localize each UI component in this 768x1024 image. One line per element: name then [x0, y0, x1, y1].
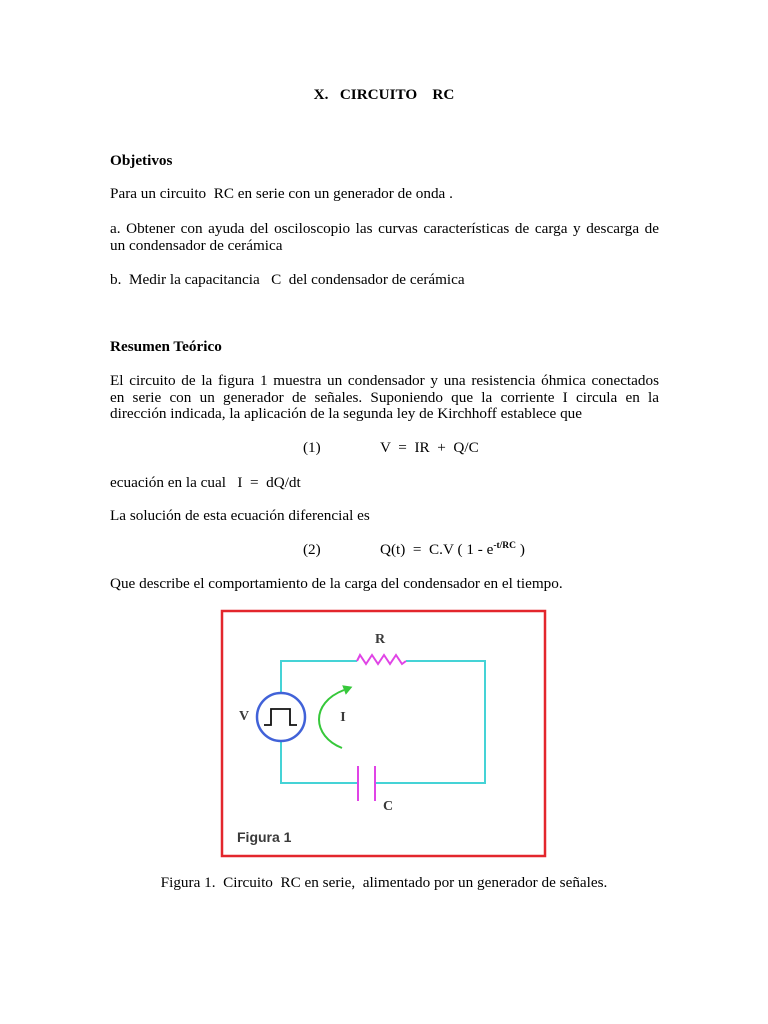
equation-1-expression: V = IR + Q/C: [380, 439, 479, 456]
figure-tag: Figura 1: [237, 829, 292, 845]
circuit-figure: [220, 609, 548, 859]
objectives-heading: Objetivos: [110, 152, 173, 169]
theory-paragraph-line: en serie con un generador de señales. Suponiendo que la corriente I circula en la: [110, 389, 659, 406]
equation-1-number: (1): [303, 439, 321, 456]
equation-2: [380, 541, 525, 558]
variable-definition: ecuación en la cual I = dQ/dt: [110, 474, 301, 491]
theory-heading: Resumen Teórico: [110, 338, 222, 355]
resistor-label: R: [374, 632, 386, 647]
equation-2-exponent: -t/RC: [493, 541, 517, 551]
equation-2-closing: ): [516, 541, 525, 558]
capacitor-label: C: [382, 799, 394, 814]
objectives-intro: Para un circuito RC en serie con un generador de onda .: [110, 185, 453, 202]
conclusion: Que describe el comportamiento de la carga del condensador en el tiempo.: [110, 575, 563, 592]
equation-2-number: (2): [303, 541, 321, 558]
solution-intro: La solución de esta ecuación diferencial es: [110, 507, 370, 524]
figure-caption: Figura 1. Circuito RC en serie, alimentado por un generador de señales.: [160, 874, 608, 891]
voltage-source-icon: [257, 693, 305, 741]
objective-a-line: a. Obtener con ayuda del osciloscopio las curvas características de carga y descarga de: [110, 220, 659, 237]
source-circle: [257, 693, 305, 741]
theory-paragraph-line: El circuito de la figura 1 muestra un condensador y una resistencia óhmica conectados: [110, 372, 659, 389]
equation-2-expression: Q(t) = C.V ( 1 - e: [380, 541, 494, 558]
objective-b: b. Medir la capacitancia C del condensador de cerámica: [110, 271, 465, 288]
page-title: X. CIRCUITO RC: [313, 86, 455, 103]
theory-paragraph-line: dirección indicada, la aplicación de la segunda ley de Kirchhoff establece que: [110, 405, 583, 422]
current-label: I: [340, 710, 346, 725]
objective-a-line: un condensador de cerámica: [110, 237, 283, 254]
source-label: V: [238, 709, 250, 724]
